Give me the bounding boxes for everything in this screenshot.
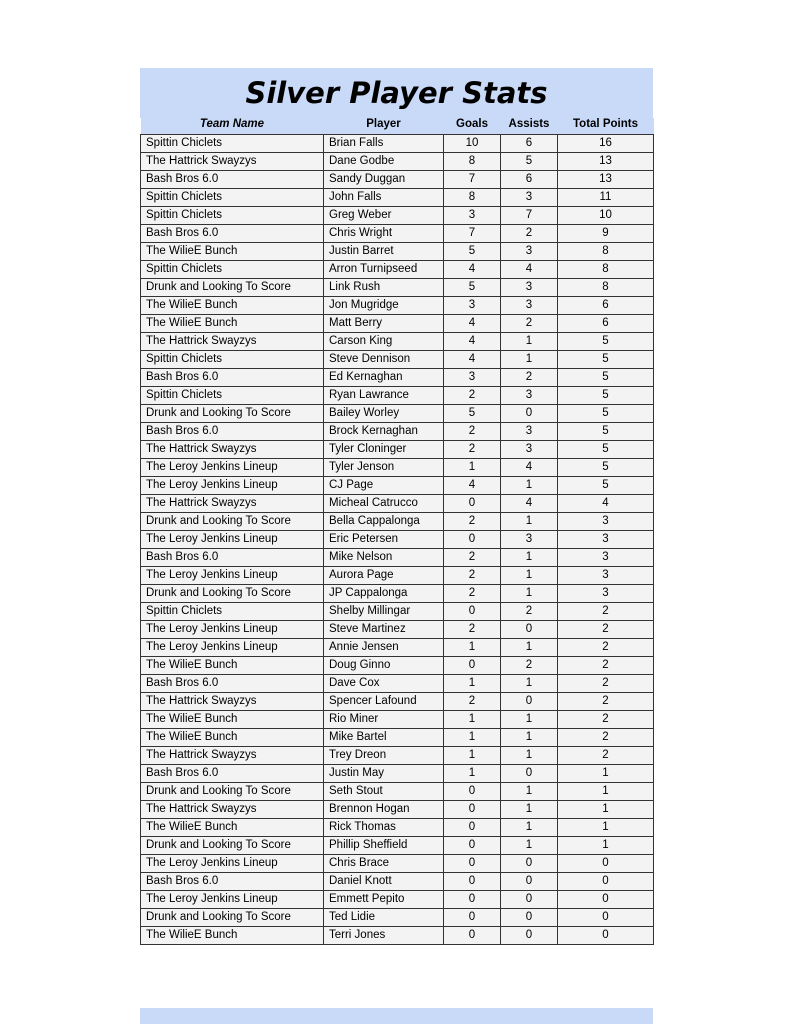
cell-goals: 1 [444, 638, 501, 656]
cell-assists: 0 [501, 908, 558, 926]
cell-team-name: Bash Bros 6.0 [141, 422, 324, 440]
cell-player: Trey Dreon [324, 746, 444, 764]
cell-goals: 8 [444, 188, 501, 206]
table-row [141, 584, 654, 602]
cell-goals: 1 [444, 458, 501, 476]
cell-team-name: The Hattrick Swayzys [141, 332, 324, 350]
cell-team-name: Spittin Chiclets [141, 602, 324, 620]
cell-total-points: 1 [558, 836, 654, 854]
cell-team-name: The WilieE Bunch [141, 710, 324, 728]
cell-player: Aurora Page [324, 566, 444, 584]
cell-player: Tyler Cloninger [324, 440, 444, 458]
cell-player: Phillip Sheffield [324, 836, 444, 854]
cell-total-points: 5 [558, 404, 654, 422]
table-row [141, 350, 654, 368]
cell-assists: 1 [501, 584, 558, 602]
cell-assists: 1 [501, 476, 558, 494]
cell-assists: 3 [501, 440, 558, 458]
cell-player: Sandy Duggan [324, 170, 444, 188]
cell-goals: 1 [444, 764, 501, 782]
cell-goals: 0 [444, 782, 501, 800]
table-row [141, 566, 654, 584]
cell-player: Steve Dennison [324, 350, 444, 368]
cell-goals: 2 [444, 584, 501, 602]
cell-team-name: Spittin Chiclets [141, 260, 324, 278]
cell-total-points: 3 [558, 548, 654, 566]
table-row [141, 422, 654, 440]
cell-team-name: The WilieE Bunch [141, 818, 324, 836]
cell-goals: 4 [444, 476, 501, 494]
cell-total-points: 0 [558, 854, 654, 872]
cell-team-name: Bash Bros 6.0 [141, 224, 324, 242]
cell-player: Rio Miner [324, 710, 444, 728]
stats-sheet [140, 68, 653, 945]
cell-team-name: The Leroy Jenkins Lineup [141, 476, 324, 494]
table-row [141, 620, 654, 638]
cell-player: Ryan Lawrance [324, 386, 444, 404]
cell-goals: 4 [444, 332, 501, 350]
cell-goals: 7 [444, 224, 501, 242]
cell-total-points: 2 [558, 620, 654, 638]
cell-assists: 0 [501, 764, 558, 782]
cell-player: CJ Page [324, 476, 444, 494]
cell-player: Brock Kernaghan [324, 422, 444, 440]
cell-player: Justin May [324, 764, 444, 782]
cell-total-points: 5 [558, 332, 654, 350]
cell-player: Emmett Pepito [324, 890, 444, 908]
table-row [141, 152, 654, 170]
cell-assists: 2 [501, 224, 558, 242]
column-header-team-name: Team Name [141, 118, 324, 134]
cell-player: Brian Falls [324, 134, 444, 152]
cell-player: Carson King [324, 332, 444, 350]
cell-assists: 3 [501, 188, 558, 206]
table-row [141, 656, 654, 674]
cell-assists: 1 [501, 332, 558, 350]
table-row [141, 926, 654, 944]
cell-total-points: 8 [558, 278, 654, 296]
cell-assists: 2 [501, 602, 558, 620]
cell-player: Eric Petersen [324, 530, 444, 548]
cell-assists: 2 [501, 314, 558, 332]
cell-assists: 0 [501, 926, 558, 944]
table-row [141, 854, 654, 872]
cell-player: Dave Cox [324, 674, 444, 692]
cell-assists: 2 [501, 368, 558, 386]
cell-goals: 3 [444, 296, 501, 314]
table-row [141, 296, 654, 314]
cell-player: Bailey Worley [324, 404, 444, 422]
table-row [141, 170, 654, 188]
cell-total-points: 2 [558, 674, 654, 692]
cell-goals: 5 [444, 278, 501, 296]
cell-goals: 5 [444, 242, 501, 260]
cell-team-name: Drunk and Looking To Score [141, 404, 324, 422]
cell-assists: 2 [501, 656, 558, 674]
cell-team-name: The WilieE Bunch [141, 656, 324, 674]
cell-total-points: 2 [558, 692, 654, 710]
cell-goals: 2 [444, 512, 501, 530]
cell-assists: 0 [501, 692, 558, 710]
cell-assists: 4 [501, 458, 558, 476]
cell-team-name: The WilieE Bunch [141, 296, 324, 314]
cell-goals: 3 [444, 368, 501, 386]
page-title: Silver Player Stats [245, 76, 548, 110]
cell-assists: 1 [501, 728, 558, 746]
cell-player: Arron Turnipseed [324, 260, 444, 278]
cell-player: Chris Brace [324, 854, 444, 872]
cell-player: Ed Kernaghan [324, 368, 444, 386]
column-header-player: Player [324, 118, 444, 134]
cell-team-name: The Leroy Jenkins Lineup [141, 890, 324, 908]
cell-total-points: 2 [558, 602, 654, 620]
table-row [141, 224, 654, 242]
cell-goals: 0 [444, 602, 501, 620]
cell-goals: 2 [444, 620, 501, 638]
cell-team-name: Drunk and Looking To Score [141, 512, 324, 530]
cell-total-points: 5 [558, 476, 654, 494]
cell-total-points: 3 [558, 512, 654, 530]
cell-assists: 3 [501, 422, 558, 440]
cell-goals: 2 [444, 566, 501, 584]
cell-team-name: The WilieE Bunch [141, 314, 324, 332]
cell-goals: 7 [444, 170, 501, 188]
table-row [141, 548, 654, 566]
cell-player: Steve Martinez [324, 620, 444, 638]
cell-total-points: 5 [558, 368, 654, 386]
cell-total-points: 5 [558, 386, 654, 404]
title-band [140, 68, 653, 118]
cell-player: Chris Wright [324, 224, 444, 242]
cell-total-points: 0 [558, 872, 654, 890]
cell-total-points: 8 [558, 242, 654, 260]
table-row [141, 764, 654, 782]
cell-total-points: 2 [558, 656, 654, 674]
cell-goals: 2 [444, 692, 501, 710]
cell-player: Seth Stout [324, 782, 444, 800]
table-body [141, 134, 654, 944]
cell-total-points: 5 [558, 422, 654, 440]
cell-assists: 3 [501, 296, 558, 314]
cell-team-name: The Hattrick Swayzys [141, 152, 324, 170]
cell-team-name: The Hattrick Swayzys [141, 494, 324, 512]
cell-total-points: 10 [558, 206, 654, 224]
cell-goals: 10 [444, 134, 501, 152]
cell-assists: 1 [501, 674, 558, 692]
cell-goals: 0 [444, 872, 501, 890]
cell-total-points: 4 [558, 494, 654, 512]
cell-assists: 5 [501, 152, 558, 170]
cell-team-name: The Hattrick Swayzys [141, 800, 324, 818]
cell-assists: 7 [501, 206, 558, 224]
cell-total-points: 1 [558, 782, 654, 800]
cell-assists: 0 [501, 404, 558, 422]
cell-goals: 0 [444, 656, 501, 674]
cell-total-points: 3 [558, 566, 654, 584]
cell-team-name: Bash Bros 6.0 [141, 872, 324, 890]
cell-assists: 4 [501, 260, 558, 278]
cell-team-name: Bash Bros 6.0 [141, 170, 324, 188]
cell-total-points: 11 [558, 188, 654, 206]
cell-goals: 0 [444, 530, 501, 548]
cell-player: Brennon Hogan [324, 800, 444, 818]
cell-total-points: 5 [558, 458, 654, 476]
cell-goals: 1 [444, 674, 501, 692]
player-stats-table [140, 118, 654, 945]
table-row [141, 530, 654, 548]
table-row [141, 692, 654, 710]
table-row [141, 800, 654, 818]
cell-total-points: 0 [558, 926, 654, 944]
cell-team-name: The WilieE Bunch [141, 242, 324, 260]
cell-assists: 1 [501, 782, 558, 800]
cell-total-points: 6 [558, 296, 654, 314]
cell-assists: 4 [501, 494, 558, 512]
cell-total-points: 5 [558, 350, 654, 368]
cell-team-name: Spittin Chiclets [141, 134, 324, 152]
cell-team-name: Spittin Chiclets [141, 350, 324, 368]
cell-team-name: Bash Bros 6.0 [141, 368, 324, 386]
cell-team-name: The WilieE Bunch [141, 728, 324, 746]
cell-total-points: 2 [558, 638, 654, 656]
cell-player: Link Rush [324, 278, 444, 296]
cell-assists: 1 [501, 746, 558, 764]
cell-player: John Falls [324, 188, 444, 206]
cell-total-points: 3 [558, 584, 654, 602]
cell-player: Justin Barret [324, 242, 444, 260]
cell-assists: 0 [501, 872, 558, 890]
cell-team-name: Bash Bros 6.0 [141, 548, 324, 566]
cell-goals: 8 [444, 152, 501, 170]
table-row [141, 458, 654, 476]
cell-assists: 3 [501, 530, 558, 548]
cell-assists: 1 [501, 818, 558, 836]
cell-total-points: 8 [558, 260, 654, 278]
footer-band [140, 1008, 653, 1024]
cell-total-points: 2 [558, 746, 654, 764]
cell-team-name: The Leroy Jenkins Lineup [141, 458, 324, 476]
column-header-goals: Goals [444, 118, 501, 134]
cell-player: Annie Jensen [324, 638, 444, 656]
table-row [141, 728, 654, 746]
cell-team-name: The Leroy Jenkins Lineup [141, 566, 324, 584]
cell-player: Micheal Catrucco [324, 494, 444, 512]
cell-total-points: 2 [558, 728, 654, 746]
cell-total-points: 13 [558, 152, 654, 170]
cell-player: Ted Lidie [324, 908, 444, 926]
table-row [141, 872, 654, 890]
cell-goals: 0 [444, 836, 501, 854]
cell-team-name: Drunk and Looking To Score [141, 584, 324, 602]
cell-total-points: 16 [558, 134, 654, 152]
cell-total-points: 1 [558, 800, 654, 818]
cell-goals: 4 [444, 350, 501, 368]
cell-assists: 1 [501, 800, 558, 818]
cell-goals: 1 [444, 710, 501, 728]
cell-player: Bella Cappalonga [324, 512, 444, 530]
cell-goals: 0 [444, 494, 501, 512]
table-row [141, 836, 654, 854]
cell-player: Mike Nelson [324, 548, 444, 566]
cell-goals: 5 [444, 404, 501, 422]
column-header-row [141, 118, 654, 134]
table-row [141, 404, 654, 422]
cell-team-name: The Leroy Jenkins Lineup [141, 530, 324, 548]
table-row [141, 512, 654, 530]
cell-player: Jon Mugridge [324, 296, 444, 314]
table-row [141, 890, 654, 908]
cell-goals: 4 [444, 314, 501, 332]
cell-player: Rick Thomas [324, 818, 444, 836]
column-header-total-points: Total Points [558, 118, 654, 134]
cell-player: Terri Jones [324, 926, 444, 944]
cell-goals: 0 [444, 800, 501, 818]
cell-team-name: Spittin Chiclets [141, 188, 324, 206]
cell-total-points: 6 [558, 314, 654, 332]
table-row [141, 332, 654, 350]
cell-assists: 1 [501, 638, 558, 656]
cell-player: Mike Bartel [324, 728, 444, 746]
cell-team-name: Drunk and Looking To Score [141, 908, 324, 926]
cell-assists: 0 [501, 890, 558, 908]
cell-assists: 1 [501, 350, 558, 368]
cell-goals: 1 [444, 728, 501, 746]
cell-total-points: 9 [558, 224, 654, 242]
cell-player: Tyler Jenson [324, 458, 444, 476]
table-row [141, 476, 654, 494]
table-row [141, 638, 654, 656]
cell-player: Greg Weber [324, 206, 444, 224]
cell-goals: 3 [444, 206, 501, 224]
cell-goals: 4 [444, 260, 501, 278]
cell-goals: 0 [444, 908, 501, 926]
cell-player: Matt Berry [324, 314, 444, 332]
cell-team-name: Spittin Chiclets [141, 206, 324, 224]
table-row [141, 710, 654, 728]
cell-team-name: Spittin Chiclets [141, 386, 324, 404]
cell-assists: 0 [501, 620, 558, 638]
cell-goals: 0 [444, 890, 501, 908]
cell-assists: 1 [501, 710, 558, 728]
cell-team-name: The Leroy Jenkins Lineup [141, 620, 324, 638]
cell-total-points: 1 [558, 818, 654, 836]
cell-goals: 2 [444, 386, 501, 404]
cell-total-points: 5 [558, 440, 654, 458]
table-row [141, 314, 654, 332]
cell-team-name: The Leroy Jenkins Lineup [141, 854, 324, 872]
table-row [141, 206, 654, 224]
cell-assists: 6 [501, 134, 558, 152]
cell-goals: 0 [444, 818, 501, 836]
table-row [141, 440, 654, 458]
cell-goals: 0 [444, 926, 501, 944]
cell-team-name: Bash Bros 6.0 [141, 764, 324, 782]
cell-total-points: 13 [558, 170, 654, 188]
cell-goals: 2 [444, 440, 501, 458]
cell-assists: 0 [501, 854, 558, 872]
cell-player: Dane Godbe [324, 152, 444, 170]
cell-assists: 1 [501, 512, 558, 530]
table-row [141, 494, 654, 512]
table-row [141, 260, 654, 278]
cell-team-name: Drunk and Looking To Score [141, 836, 324, 854]
cell-total-points: 1 [558, 764, 654, 782]
table-row [141, 188, 654, 206]
cell-assists: 1 [501, 548, 558, 566]
cell-goals: 2 [444, 548, 501, 566]
table-row [141, 242, 654, 260]
table-row [141, 602, 654, 620]
table-row [141, 368, 654, 386]
table-row [141, 908, 654, 926]
cell-assists: 3 [501, 242, 558, 260]
table-row [141, 746, 654, 764]
column-header-assists: Assists [501, 118, 558, 134]
cell-assists: 6 [501, 170, 558, 188]
cell-assists: 3 [501, 278, 558, 296]
cell-team-name: Bash Bros 6.0 [141, 674, 324, 692]
cell-player: Doug Ginno [324, 656, 444, 674]
cell-team-name: The Hattrick Swayzys [141, 746, 324, 764]
cell-goals: 2 [444, 422, 501, 440]
cell-team-name: The Hattrick Swayzys [141, 692, 324, 710]
cell-team-name: The Leroy Jenkins Lineup [141, 638, 324, 656]
cell-team-name: The Hattrick Swayzys [141, 440, 324, 458]
cell-assists: 3 [501, 386, 558, 404]
cell-player: JP Cappalonga [324, 584, 444, 602]
table-row [141, 674, 654, 692]
cell-player: Spencer Lafound [324, 692, 444, 710]
cell-total-points: 2 [558, 710, 654, 728]
table-row [141, 782, 654, 800]
cell-total-points: 0 [558, 890, 654, 908]
cell-team-name: The WilieE Bunch [141, 926, 324, 944]
cell-player: Shelby Millingar [324, 602, 444, 620]
cell-assists: 1 [501, 836, 558, 854]
cell-player: Daniel Knott [324, 872, 444, 890]
cell-total-points: 0 [558, 908, 654, 926]
cell-goals: 1 [444, 746, 501, 764]
cell-assists: 1 [501, 566, 558, 584]
table-row [141, 818, 654, 836]
cell-team-name: Drunk and Looking To Score [141, 782, 324, 800]
table-row [141, 386, 654, 404]
cell-total-points: 3 [558, 530, 654, 548]
table-row [141, 278, 654, 296]
cell-goals: 0 [444, 854, 501, 872]
cell-team-name: Drunk and Looking To Score [141, 278, 324, 296]
table-row [141, 134, 654, 152]
